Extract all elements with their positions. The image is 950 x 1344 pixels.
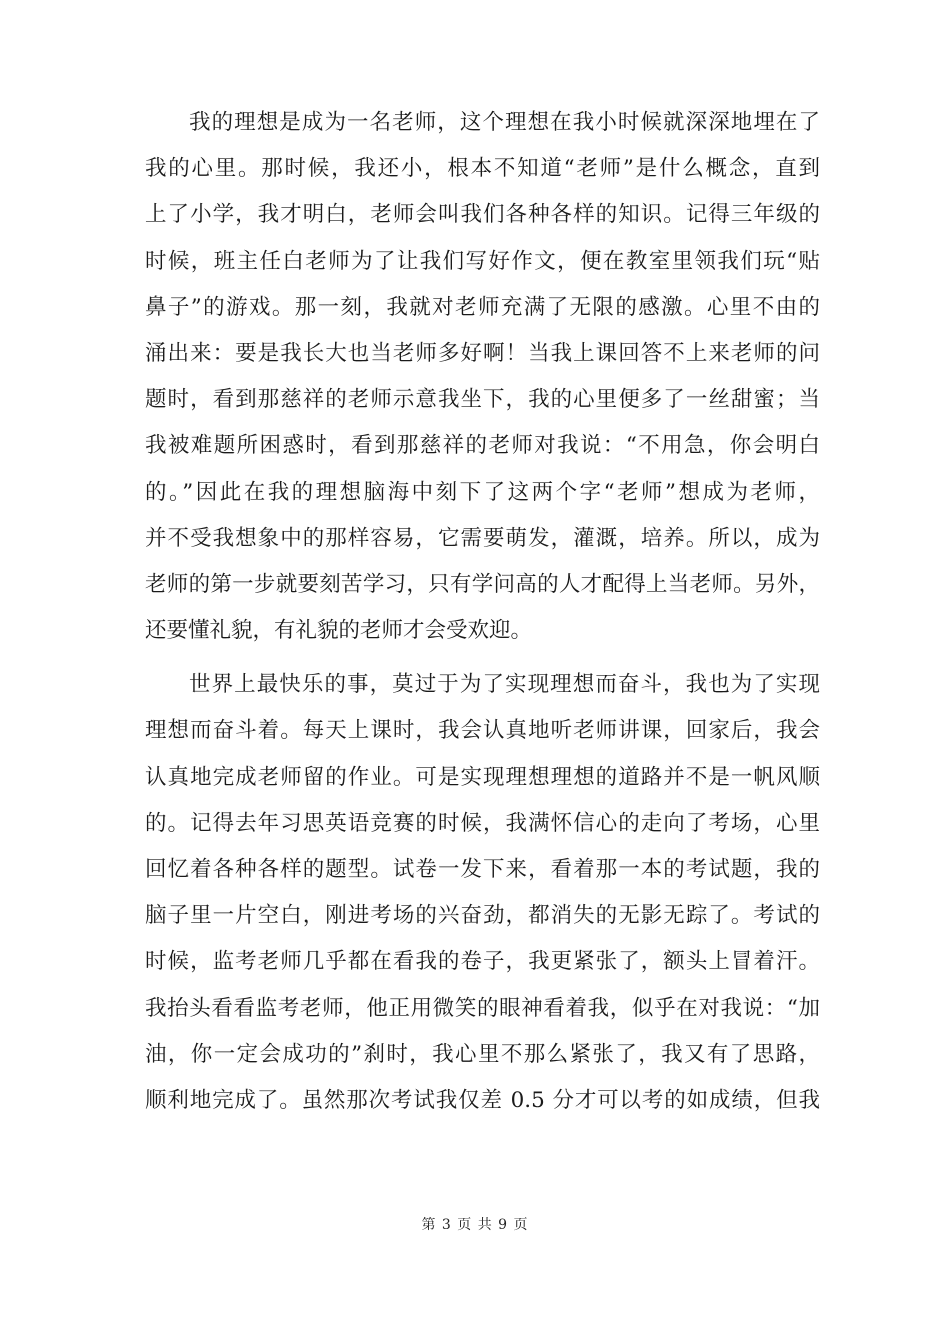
text-line: 并不受我想象中的那样容易，它需要萌发，灌溉，培养。所以，成为 [145, 525, 820, 551]
text-line: 上了小学，我才明白，老师会叫我们各种各样的知识。记得三年级的 [145, 202, 820, 228]
text-line: 的。”因此在我的理想脑海中刻下了这两个字“老师”想成为老师， [145, 479, 820, 505]
paragraph-gap [145, 654, 820, 662]
text-line: 油，你一定会成功的”刹时，我心里不那么紧张了，我又有了思路， [145, 1041, 820, 1067]
page-footer: 第 3 页 共 9 页 [421, 1217, 529, 1233]
text-line: 题时，看到那慈祥的老师示意我坐下，我的心里便多了一丝甜蜜；当 [145, 387, 820, 413]
text-line: 时候，班主任白老师为了让我们写好作文，便在教室里领我们玩“贴 [145, 248, 820, 274]
text-line: 脑子里一片空白，刚进考场的兴奋劲，都消失的无影无踪了。考试的 [145, 903, 820, 929]
text-line: 时候，监考老师几乎都在看我的卷子，我更紧张了，额头上冒着汗。 [145, 949, 820, 975]
text-line: 我抬头看看监考老师，他正用微笑的眼神看着我，似乎在对我说：“加 [145, 995, 820, 1021]
text-line: 理想而奋斗着。每天上课时，我会认真地听老师讲课，回家后，我会 [145, 718, 820, 744]
text-line: 老师的第一步就要刻苦学习，只有学问高的人才配得上当老师。另外， [145, 571, 820, 597]
text-line: 我被难题所困惑时，看到那慈祥的老师对我说：“不用急，你会明白 [145, 433, 820, 459]
text-line: 鼻子”的游戏。那一刻，我就对老师充满了无限的感激。心里不由的 [145, 294, 820, 320]
text-line: 世界上最快乐的事，莫过于为了实现理想而奋斗，我也为了实现 [189, 672, 820, 698]
text-line: 的。记得去年习思英语竞赛的时候，我满怀信心的走向了考场，心里 [145, 810, 820, 836]
paragraph-1 [145, 100, 820, 654]
text-line: 我的心里。那时候，我还小，根本不知道“老师”是什么概念，直到 [145, 156, 820, 182]
text-line: 涌出来：要是我长大也当老师多好啊！当我上课回答不上来老师的问 [145, 340, 820, 366]
text-line: 还要懂礼貌，有礼貌的老师才会受欢迎。 [145, 618, 533, 644]
text-line: 我的理想是成为一名老师，这个理想在我小时候就深深地埋在了 [189, 110, 820, 135]
text-line: 顺利地完成了。虽然那次考试我仅差 0.5 分才可以考的如成绩，但我 [145, 1087, 820, 1113]
text-line: 认真地完成老师留的作业。可是实现理想理想的道路并不是一帆风顺 [145, 764, 820, 790]
paragraph-2 [145, 662, 820, 1124]
text-line: 回忆着各种各样的题型。试卷一发下来，看着那一本的考试题，我的 [145, 857, 820, 882]
document-body [145, 100, 820, 1124]
